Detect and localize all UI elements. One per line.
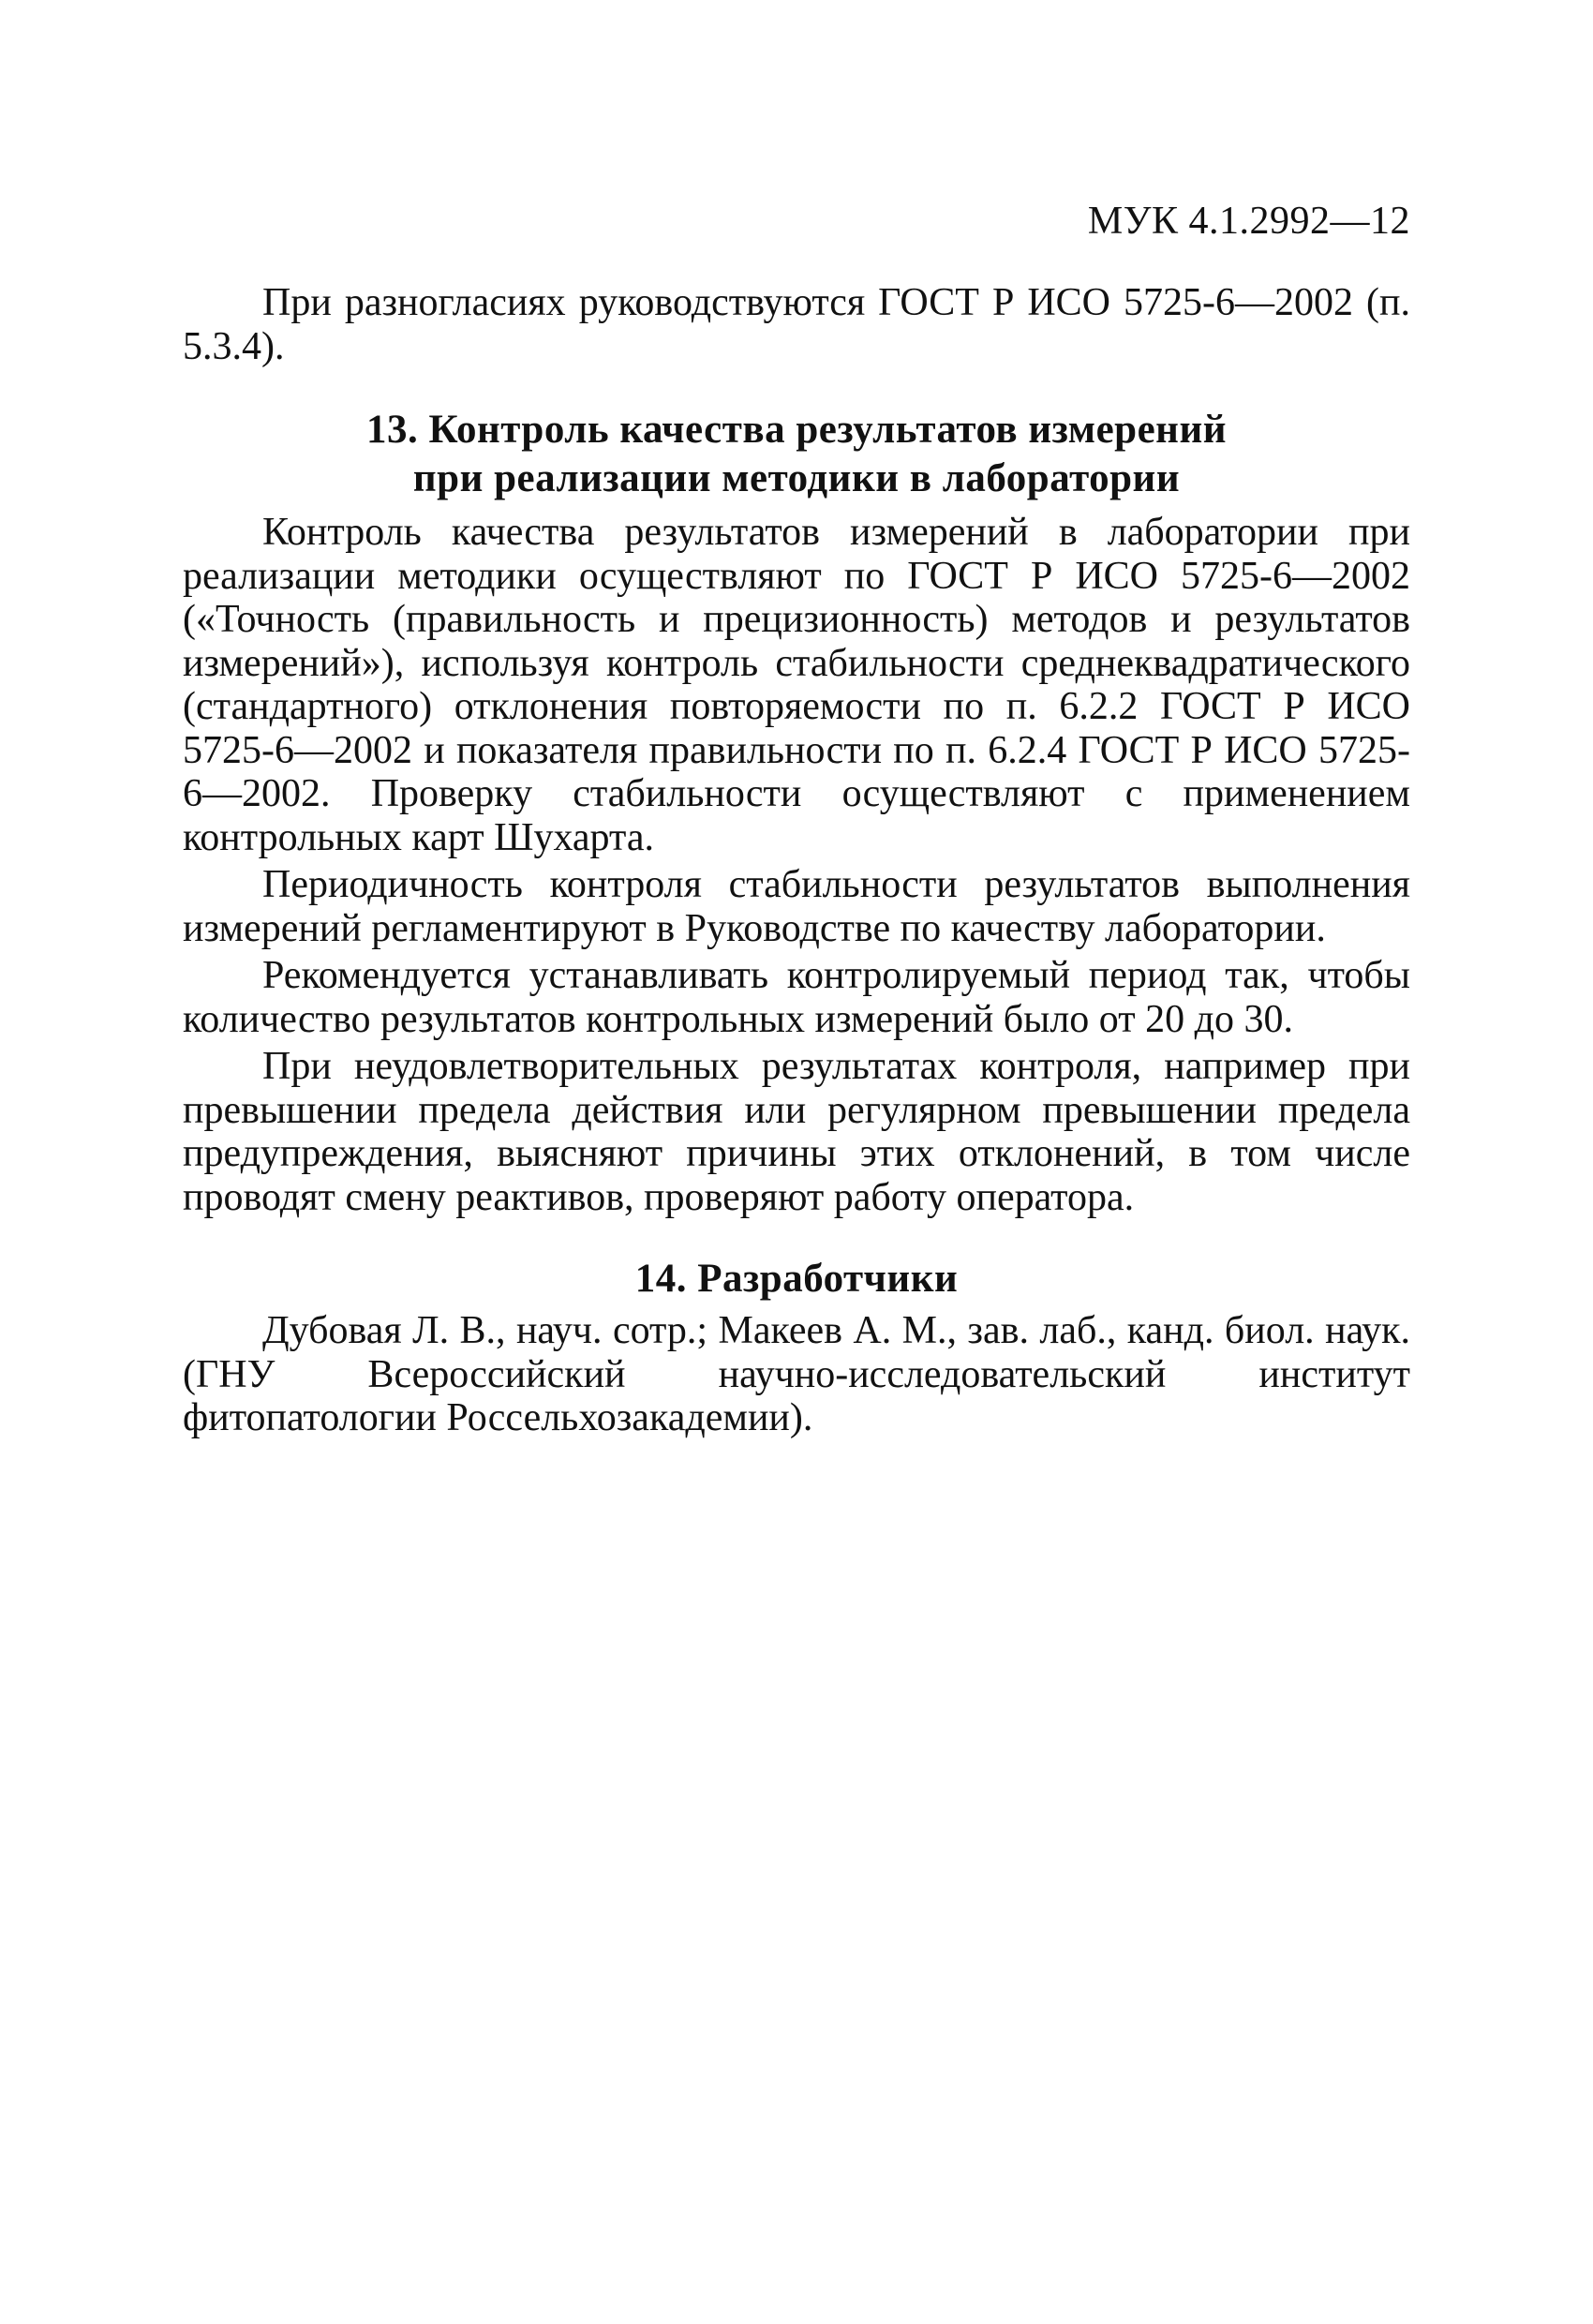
document-code-header: МУК 4.1.2992—12 <box>1087 200 1410 243</box>
section-13-heading-line-1: 13. Контроль качества результатов измерений <box>365 408 1228 452</box>
section-13-heading <box>183 406 1410 503</box>
section-14-paragraph: Дубовая Л. В., науч. сотр.; Макеев А. М., зав. лаб., канд. биол. наук. (ГНУ Всероссийский научно-исследовательский институт фитопатологии Россельхозакадемии). <box>183 1309 1410 1439</box>
document-page <box>183 0 1410 2324</box>
section-13-paragraph-3: Рекомендуется устанавливать контролируемый период так, чтобы количество результатов контрольных измерений было от 20 до 30. <box>183 954 1410 1041</box>
section-13-paragraph-1: Контроль качества результатов измерений в лаборатории при реализации методики осуществляют по ГОСТ Р ИСО 5725-6—2002 («Точность (правильность и прецизионность) методов и результатов измерений»), используя контроль стабильности среднеквадратического (стандартного) отклонения повторяемости по п. 6.2.2 ГОСТ Р ИСО 5725-6—2002 и показателя правильности по п. 6.2.4 ГОСТ Р ИСО 5725-6—2002. Проверку стабильности осуществляют с применением контрольных карт Шухарта. <box>183 511 1410 859</box>
section-14-heading: 14. Разработчики <box>634 1257 959 1301</box>
section-13-paragraph-2: Периодичность контроля стабильности результатов выполнения измерений регламентируют в Руководстве по качеству лаборатории. <box>183 863 1410 950</box>
page-content <box>183 281 1410 1440</box>
section-13-heading-line-2: при реализации методики в лаборатории <box>412 456 1181 500</box>
section-13-paragraph-4: При неудовлетворительных результатах контроля, например при превышении предела действия или регулярном превышении предела предупреждения, выясняют причины этих отклонений, в том числе проводят смену реактивов, проверяют работу оператора. <box>183 1045 1410 1219</box>
intro-paragraph: При разногласиях руководствуются ГОСТ Р ИСО 5725-6—2002 (п. 5.3.4). <box>183 281 1410 368</box>
